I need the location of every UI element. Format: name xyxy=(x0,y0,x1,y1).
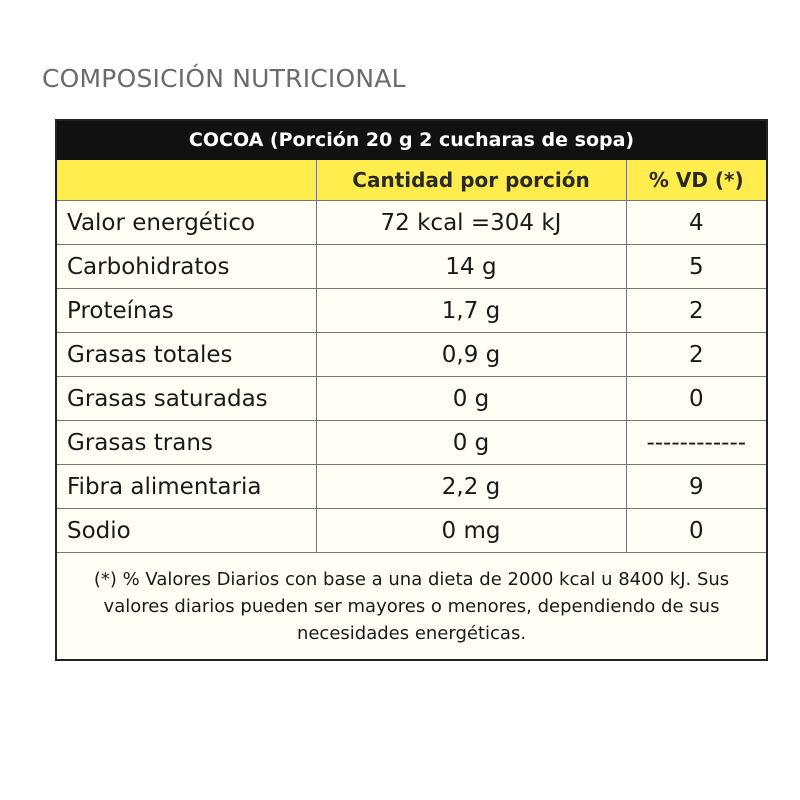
nutrient-vd: 0 xyxy=(626,509,767,553)
page-title: COMPOSICIÓN NUTRICIONAL xyxy=(42,64,406,93)
table-row xyxy=(56,245,767,289)
nutrient-name: Valor energético xyxy=(56,201,316,245)
nutrition-table xyxy=(55,119,768,661)
nutrient-amount: 14 g xyxy=(316,245,626,289)
nutrient-name: Grasas trans xyxy=(56,421,316,465)
table-caption: COCOA (Porción 20 g 2 cucharas de sopa) xyxy=(56,120,767,160)
header-vd: % VD (*) xyxy=(626,160,767,201)
nutrient-amount: 1,7 g xyxy=(316,289,626,333)
nutrient-amount: 72 kcal =304 kJ xyxy=(316,201,626,245)
nutrient-vd: 2 xyxy=(626,333,767,377)
nutrient-amount: 0 mg xyxy=(316,509,626,553)
nutrient-vd: 4 xyxy=(626,201,767,245)
nutrient-name: Grasas totales xyxy=(56,333,316,377)
nutrient-name: Proteínas xyxy=(56,289,316,333)
table-title-row xyxy=(56,120,767,160)
table-row xyxy=(56,333,767,377)
nutrient-vd: ------------ xyxy=(626,421,767,465)
nutrient-amount: 0,9 g xyxy=(316,333,626,377)
nutrient-vd: 9 xyxy=(626,465,767,509)
nutrient-name: Sodio xyxy=(56,509,316,553)
table-row xyxy=(56,377,767,421)
nutrient-name: Carbohidratos xyxy=(56,245,316,289)
footnote-row xyxy=(56,553,767,661)
header-amount: Cantidad por porción xyxy=(316,160,626,201)
nutrient-name: Fibra alimentaria xyxy=(56,465,316,509)
table-row xyxy=(56,289,767,333)
table-row xyxy=(56,465,767,509)
header-nutrient xyxy=(56,160,316,201)
table-row xyxy=(56,421,767,465)
nutrient-name: Grasas saturadas xyxy=(56,377,316,421)
nutrient-amount: 0 g xyxy=(316,377,626,421)
nutrient-amount: 2,2 g xyxy=(316,465,626,509)
table-row xyxy=(56,201,767,245)
nutrient-vd: 5 xyxy=(626,245,767,289)
footnote: (*) % Valores Diarios con base a una dieta de 2000 kcal u 8400 kJ. Sus valores diarios pueden ser mayores o menores, dependiendo de sus necesidades energéticas. xyxy=(56,553,767,661)
nutrient-amount: 0 g xyxy=(316,421,626,465)
nutrient-vd: 2 xyxy=(626,289,767,333)
nutrient-vd: 0 xyxy=(626,377,767,421)
table-row xyxy=(56,509,767,553)
table-header-row xyxy=(56,160,767,201)
